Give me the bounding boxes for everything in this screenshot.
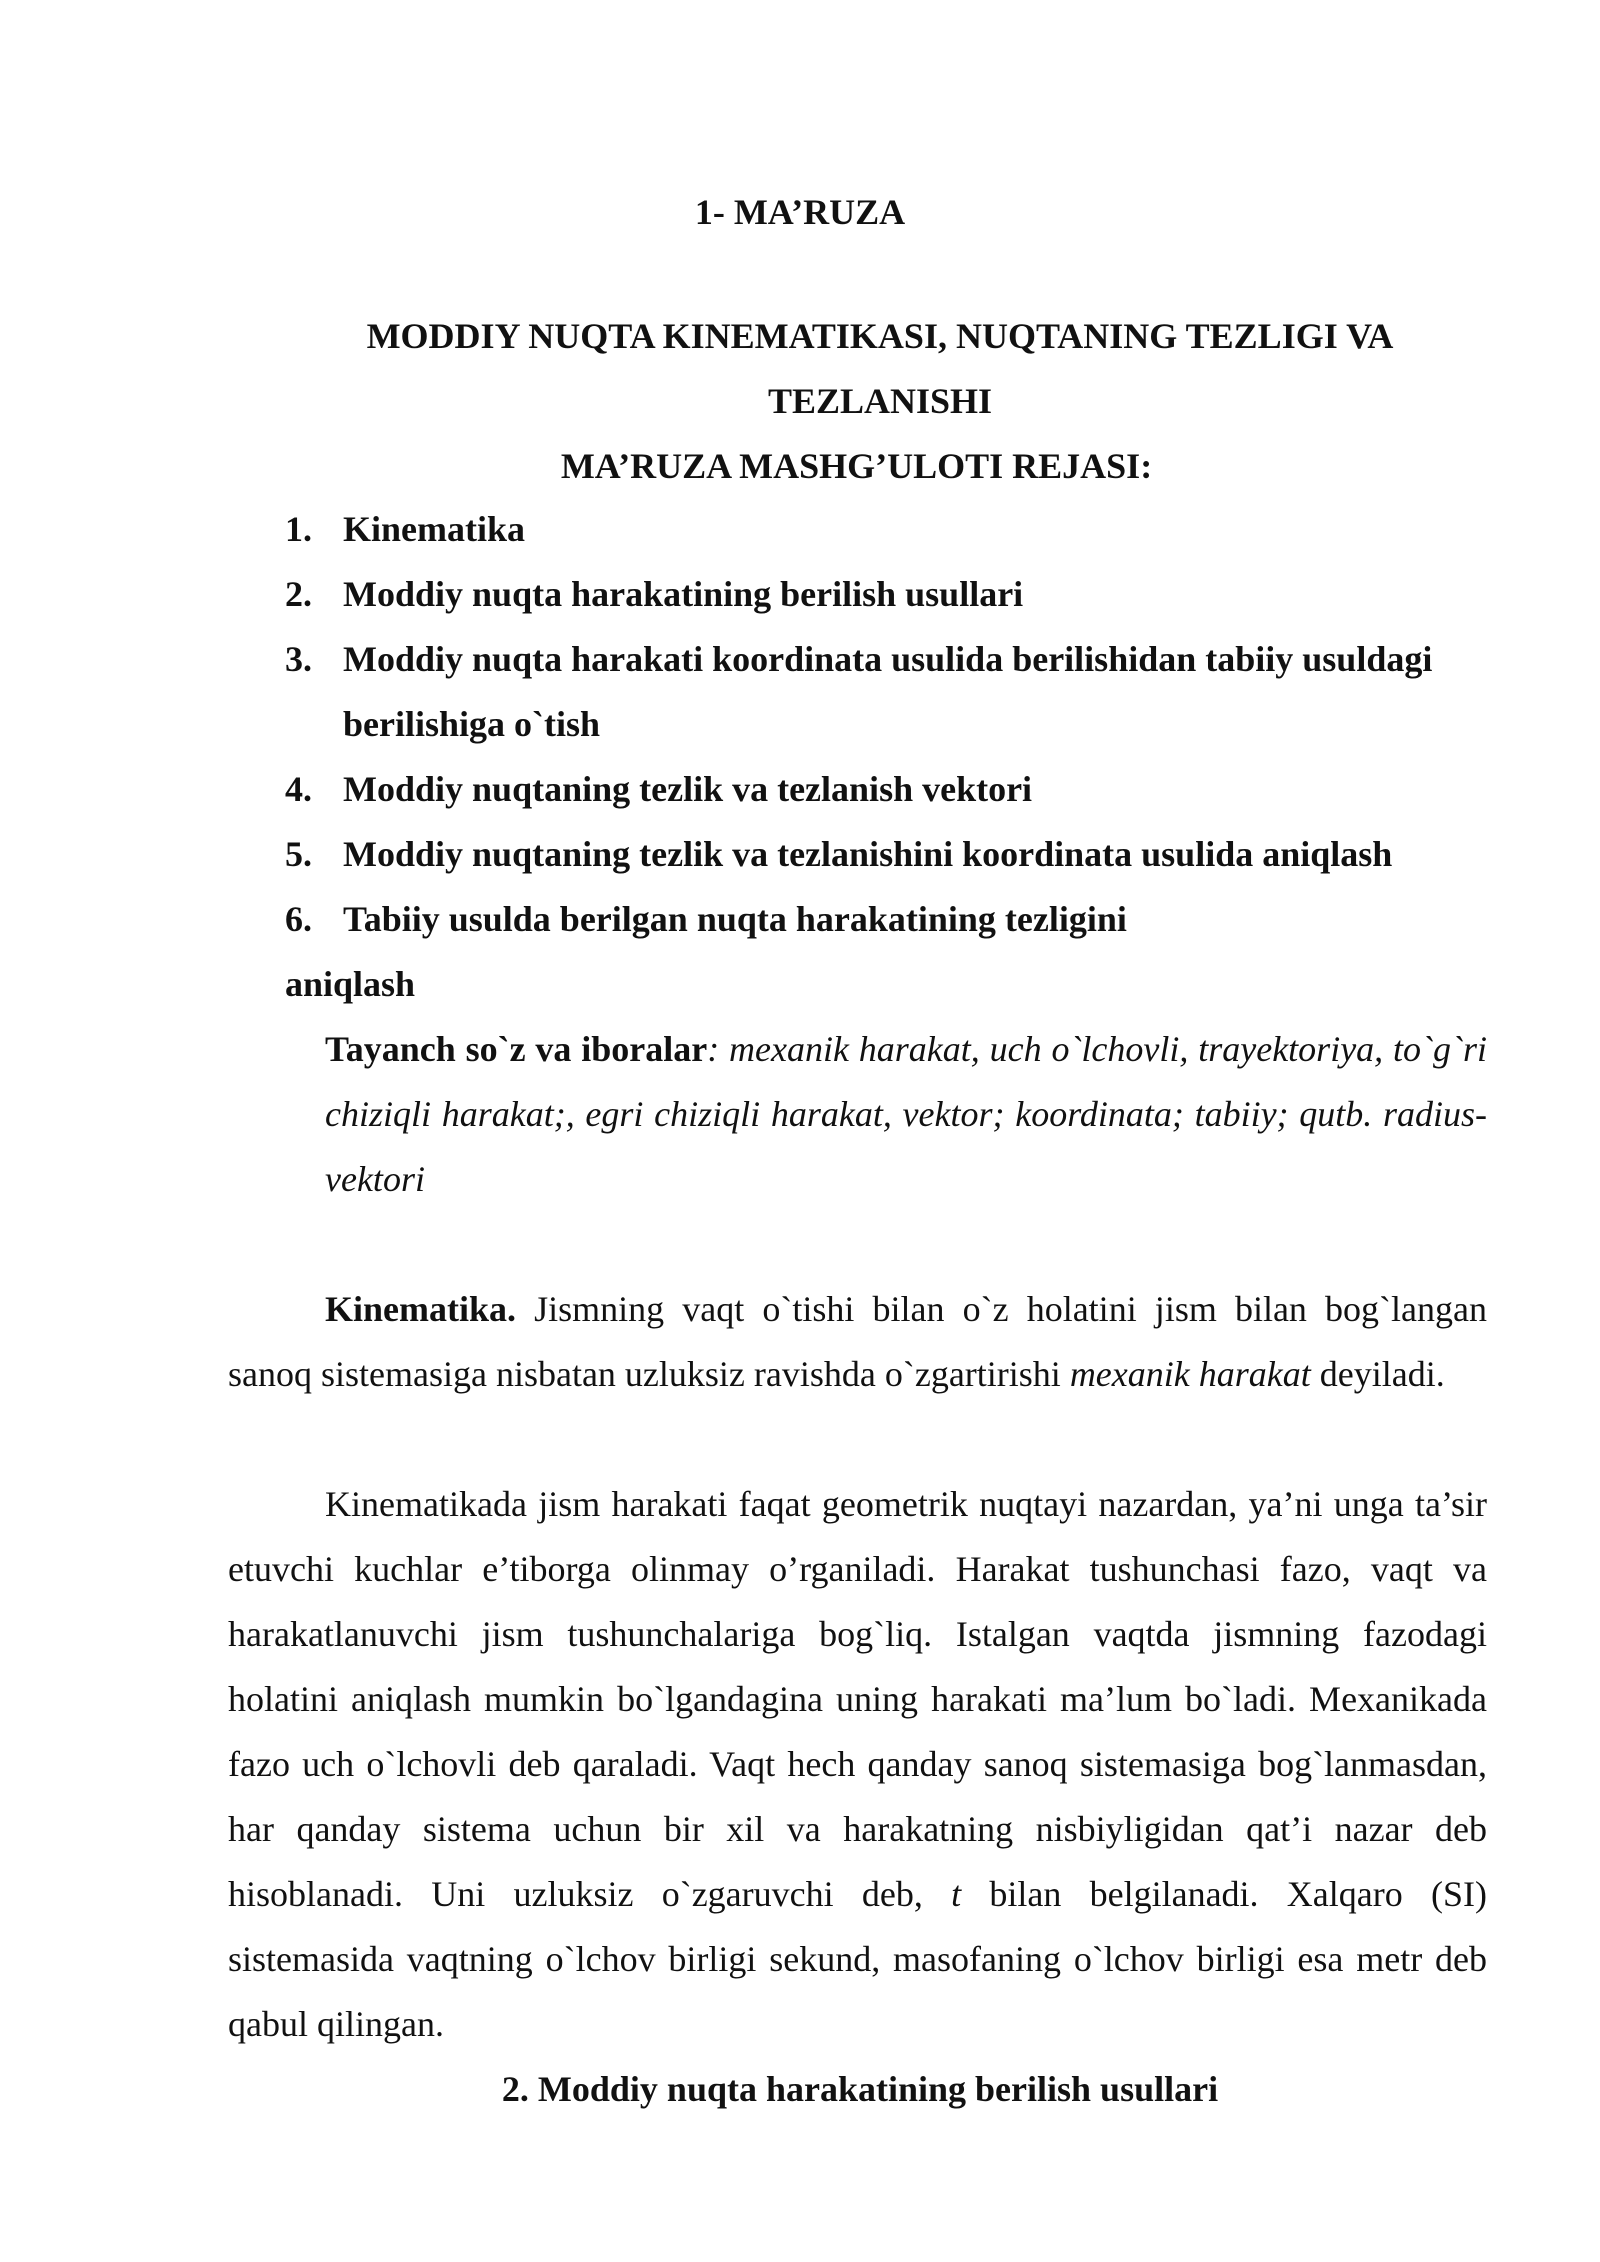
plan-item-text: Moddiy nuqta harakatining berilish usullari [343, 574, 1024, 614]
plan-item-text: Tabiiy usulda berilgan nuqta harakatining tezligini [343, 899, 1127, 939]
plan-item [285, 822, 1495, 887]
plan-item-number: 1. [285, 509, 312, 549]
keywords-paragraph [325, 1017, 1487, 1212]
plan-item [285, 627, 1495, 757]
plan-item-text: Moddiy nuqta harakati koordinata usulida berilishidan tabiiy usuldagi berilishiga o`tish [343, 639, 1433, 744]
lecture-number: 1- MA’RUZA [694, 192, 906, 232]
section-heading: 2. Moddiy nuqta harakatining berilish usullari [501, 2069, 1219, 2109]
plan-item-number: 5. [285, 834, 312, 874]
paragraph-kinematics-description [228, 1472, 1487, 2057]
paragraph-lead-term: Kinematika. [325, 1289, 517, 1329]
paragraph-text-end: deyiladi. [1310, 1354, 1445, 1394]
paragraph-emphasis: mexanik harakat [1069, 1354, 1311, 1394]
keywords-label: Tayanch so`z va iboralar [325, 1029, 708, 1069]
plan-item-text: Kinematika [343, 509, 526, 549]
plan-item [285, 757, 1495, 822]
plan-item-number: 6. [285, 899, 312, 939]
plan-heading: MA’RUZA MASHG’ULOTI REJASI: [560, 446, 1153, 486]
plan-item-number: 2. [285, 574, 312, 614]
paragraph-text: Kinematikada jism harakati faqat geometrik nuqtayi nazardan, ya’ni unga ta’sir etuvchi kuchlar e’tiborga olinmay o’rganiladi. Harakat tushunchasi fazo, vaqt va harakatlanuvchi jism tushunchalariga bog`liq. Istalgan vaqtda jismning fazodagi holatini aniqlash mumkin bo`lgandagina uning harakati ma’lum bo`ladi. Mexanikada fazo uch o`lchovli deb qaraladi. Vaqt hech qanday sanoq sistemasiga bog`lanmasdan, har qanday sistema uchun bir xil va harakatning nisbiyligidan qat’i nazar deb hisoblanadi. Uni uzluksiz o`zgaruvchi deb, [228, 1484, 1487, 1914]
plan-item-text: Moddiy nuqtaning tezlik va tezlanish vektori [343, 769, 1033, 809]
plan-item [285, 887, 1495, 952]
plan-item-number: 3. [285, 639, 312, 679]
paragraph-text-end: bilan belgilanadi. Xalqaro (SI) sistemasida vaqtning o`lchov birligi sekund, masofaning o`lchov birligi esa metr deb qabul qilingan. [228, 1874, 1487, 2044]
plan-item-number: 4. [285, 769, 312, 809]
plan-item-text: Moddiy nuqtaning tezlik va tezlanishini koordinata usulida aniqlash [343, 834, 1393, 874]
lecture-title [230, 304, 1530, 434]
paragraph-text: Jismning vaqt o`tishi bilan o`z holatini jism bilan bog`langan sanoq sistemasiga nisbatan uzluksiz ravishda o`zgartirishi [228, 1289, 1487, 1394]
keywords-text: : mexanik harakat, uch o`lchovli, trayektoriya, to`g`ri chiziqli harakat;, egri chiziqli harakat, vektor; koordinata; tabiiy; qutb. radius-vektori [325, 1029, 1487, 1199]
paragraph-kinematics-definition [228, 1277, 1487, 1407]
lecture-title-line2: TEZLANISHI [767, 381, 993, 421]
plan-item-continuation: aniqlash [285, 964, 416, 1004]
plan-item [285, 497, 1495, 562]
lecture-title-line1: MODDIY NUQTA KINEMATIKASI, NUQTANING TEZLIGI VA [366, 316, 1394, 356]
paragraph-emphasis: t [951, 1874, 962, 1914]
plan-list [285, 497, 1495, 952]
plan-item [285, 562, 1495, 627]
